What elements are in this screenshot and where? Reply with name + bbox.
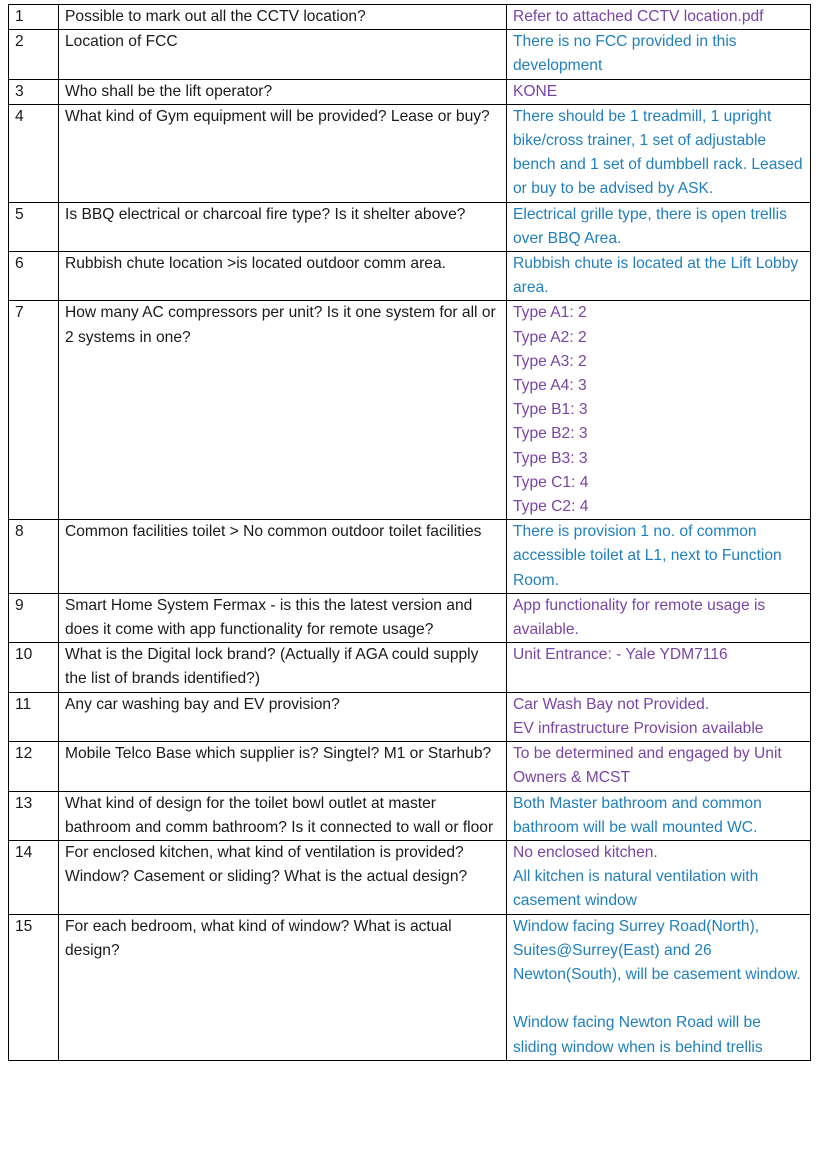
- answer-cell: [507, 593, 811, 642]
- row-number: 8: [9, 520, 59, 594]
- qa-table-body: [9, 5, 811, 1061]
- answer-line: Type B1: 3: [513, 401, 588, 419]
- answer-line: Type C2: 4: [513, 498, 589, 516]
- answer-line: Window facing Surrey Road(North), Suites@Surrey(East) and 26 Newton(South), will be casement window.: [513, 917, 801, 983]
- answer-line: Car Wash Bay not Provided.: [513, 695, 710, 713]
- question-cell: What kind of design for the toilet bowl outlet at master bathroom and comm bathroom? Is it connected to wall or floor: [59, 791, 507, 840]
- table-row: [9, 252, 811, 301]
- answer-line: App functionality for remote usage is available.: [513, 596, 770, 639]
- question-cell: Who shall be the lift operator?: [59, 79, 507, 104]
- answer-cell: [507, 79, 811, 104]
- answer-cell: [507, 742, 811, 791]
- answer-line: Electrical grille type, there is open trellis over BBQ Area.: [513, 205, 792, 247]
- answer-line: Type C1: 4: [513, 473, 589, 491]
- answer-line: Type A2: 2: [513, 328, 587, 346]
- row-number: 11: [9, 692, 59, 741]
- question-cell: What is the Digital lock brand? (Actually if AGA could supply the list of brands identified?): [59, 643, 507, 692]
- answer-line: All kitchen is natural ventilation with casement window: [513, 868, 763, 910]
- answer-cell: [507, 520, 811, 594]
- answer-line: There is provision 1 no. of common accessible toilet at L1, next to Function Room.: [513, 523, 787, 589]
- answer-line: There should be 1 treadmill, 1 upright bike/cross trainer, 1 set of adjustable bench and 1 set of dumbbell rack. Leased or buy to be advised by ASK.: [513, 107, 807, 198]
- answer-line: Type A4: 3: [513, 377, 587, 395]
- row-number: 6: [9, 252, 59, 301]
- answer-line: Type A3: 2: [513, 352, 587, 370]
- row-number: 12: [9, 742, 59, 791]
- table-row: [9, 742, 811, 791]
- answer-line: [513, 987, 807, 1011]
- answer-line: Type B2: 3: [513, 425, 588, 443]
- question-cell: Location of FCC: [59, 30, 507, 79]
- row-number: 13: [9, 791, 59, 840]
- answer-cell: [507, 30, 811, 79]
- table-row: [9, 301, 811, 520]
- row-number: 10: [9, 643, 59, 692]
- answer-cell: [507, 5, 811, 30]
- row-number: 7: [9, 301, 59, 520]
- table-row: [9, 520, 811, 594]
- question-cell: Possible to mark out all the CCTV location?: [59, 5, 507, 30]
- answer-cell: [507, 104, 811, 202]
- answer-line: Window facing Newton Road will be sliding window when is behind trellis: [513, 1014, 766, 1056]
- table-row: [9, 840, 811, 914]
- table-row: [9, 791, 811, 840]
- answer-line: Both Master bathroom and common bathroom will be wall mounted WC.: [513, 794, 767, 836]
- row-number: 1: [9, 5, 59, 30]
- qa-table: [8, 4, 811, 1061]
- question-cell: Common facilities toilet > No common outdoor toilet facilities: [59, 520, 507, 594]
- question-cell: Smart Home System Fermax - is this the latest version and does it come with app functionality for remote usage?: [59, 593, 507, 642]
- table-row: [9, 104, 811, 202]
- answer-line: No enclosed kitchen.: [513, 843, 658, 861]
- table-row: [9, 914, 811, 1060]
- answer-line: There is no FCC provided in this development: [513, 33, 741, 75]
- row-number: 15: [9, 914, 59, 1060]
- answer-line: To be determined and engaged by Unit Owners & MCST: [513, 745, 787, 787]
- answer-cell: [507, 202, 811, 251]
- table-row: [9, 5, 811, 30]
- answer-cell: [507, 692, 811, 741]
- question-cell: For each bedroom, what kind of window? What is actual design?: [59, 914, 507, 1060]
- row-number: 3: [9, 79, 59, 104]
- row-number: 2: [9, 30, 59, 79]
- table-row: [9, 202, 811, 251]
- table-row: [9, 79, 811, 104]
- question-cell: How many AC compressors per unit? Is it one system for all or 2 systems in one?: [59, 301, 507, 520]
- answer-line: KONE: [513, 82, 558, 100]
- row-number: 5: [9, 202, 59, 251]
- table-row: [9, 30, 811, 79]
- row-number: 4: [9, 104, 59, 202]
- question-cell: Rubbish chute location >is located outdoor comm area.: [59, 252, 507, 301]
- question-cell: Is BBQ electrical or charcoal fire type? Is it shelter above?: [59, 202, 507, 251]
- answer-cell: [507, 301, 811, 520]
- question-cell: What kind of Gym equipment will be provided? Lease or buy?: [59, 104, 507, 202]
- answer-line: EV infrastructure Provision available: [513, 719, 764, 737]
- answer-cell: [507, 791, 811, 840]
- answer-line: Unit Entrance: - Yale YDM7116: [513, 646, 728, 664]
- answer-cell: [507, 840, 811, 914]
- table-row: [9, 593, 811, 642]
- answer-cell: [507, 643, 811, 692]
- row-number: 9: [9, 593, 59, 642]
- table-row: [9, 643, 811, 692]
- answer-line: Rubbish chute is located at the Lift Lobby area.: [513, 255, 803, 297]
- question-cell: For enclosed kitchen, what kind of ventilation is provided? Window? Casement or sliding? What is the actual design?: [59, 840, 507, 914]
- answer-cell: [507, 914, 811, 1060]
- row-number: 14: [9, 840, 59, 914]
- table-row: [9, 692, 811, 741]
- answer-line: Type B3: 3: [513, 449, 588, 467]
- answer-line: Refer to attached CCTV location.pdf: [513, 8, 764, 25]
- answer-line: Type A1: 2: [513, 304, 587, 322]
- question-cell: Mobile Telco Base which supplier is? Singtel? M1 or Starhub?: [59, 742, 507, 791]
- answer-cell: [507, 252, 811, 301]
- question-cell: Any car washing bay and EV provision?: [59, 692, 507, 741]
